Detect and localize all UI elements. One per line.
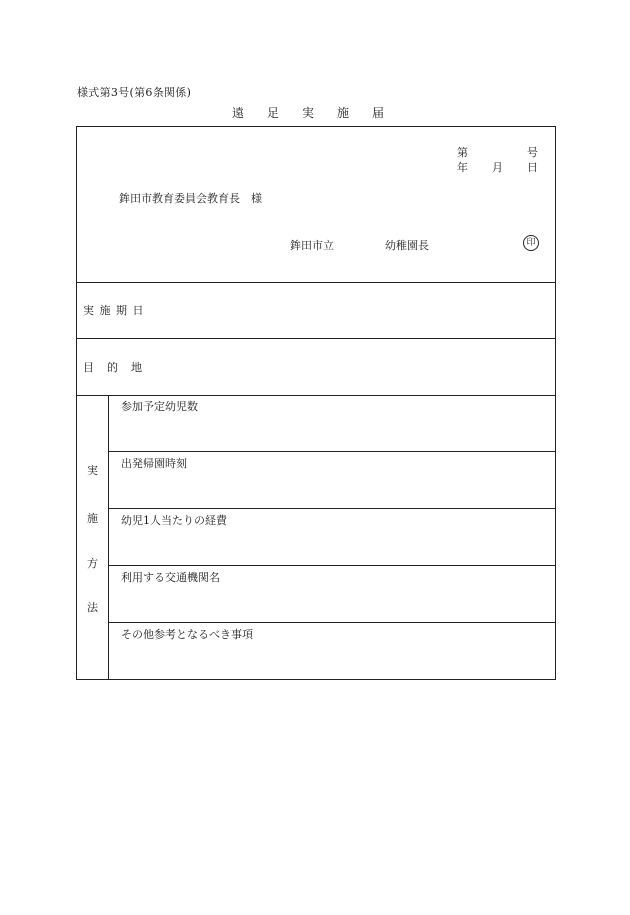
method-label-column xyxy=(77,395,109,679)
cost-per-child-row xyxy=(109,509,555,566)
seal-mark: 印 xyxy=(523,235,539,251)
departure-return-time-row xyxy=(109,452,555,509)
transport-label: 利用する交通機関名 xyxy=(121,571,220,584)
departure-return-time-label: 出発帰園時刻 xyxy=(121,457,187,470)
transport-row xyxy=(109,566,555,623)
destination-label: 目 的 地 xyxy=(83,361,143,374)
participant-count-label: 参加予定幼児数 xyxy=(121,400,198,413)
day-label: 日 xyxy=(527,161,538,174)
cost-per-child-label: 幼児1人当たりの経費 xyxy=(121,514,227,527)
number-prefix: 第 xyxy=(457,146,468,159)
year-label: 年 xyxy=(457,161,468,174)
other-notes-row xyxy=(109,623,555,679)
participant-count-row xyxy=(109,395,555,452)
applicant-city: 鉾田市立 xyxy=(290,239,334,252)
destination-row xyxy=(77,339,555,396)
number-suffix: 号 xyxy=(527,146,538,159)
document-title: 遠足実施届 xyxy=(232,106,408,120)
method-label-char: 実 xyxy=(87,464,98,477)
form-table xyxy=(76,126,556,680)
method-block xyxy=(77,395,555,679)
applicant-title: 幼稚園長 xyxy=(385,239,429,252)
implementation-date-row xyxy=(77,282,555,339)
implementation-date-label: 実 施 期 日 xyxy=(83,304,145,317)
header-block xyxy=(77,127,555,283)
form-number: 様式第3号(第6条関係) xyxy=(77,86,192,99)
other-notes-label: その他参考となるべき事項 xyxy=(121,628,253,641)
month-label: 月 xyxy=(492,161,503,174)
method-label-char: 施 xyxy=(87,512,98,525)
addressee: 鉾田市教育委員会教育長 様 xyxy=(119,192,262,205)
method-label-char: 方 xyxy=(87,557,98,570)
method-label-char: 法 xyxy=(87,601,98,614)
